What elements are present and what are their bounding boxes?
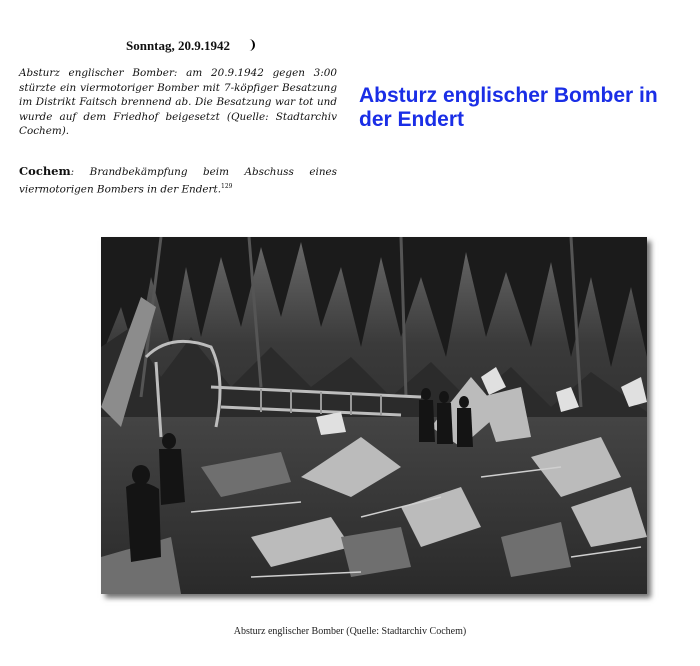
footnote-marker: 129 bbox=[221, 182, 233, 190]
chronicle-entry bbox=[19, 66, 337, 139]
date-heading-text: Sonntag, 20.9.1942 bbox=[125, 38, 231, 53]
headline: Absturz englischer Bomber in der Endert bbox=[359, 84, 658, 131]
entry-text: : Brandbekämpfung beim Abschuss eines viermotorigen Bombers in der Endert. bbox=[19, 166, 337, 195]
date-heading bbox=[20, 38, 336, 54]
chronicle-entry-cochem bbox=[19, 164, 337, 196]
chronicle-entry-text: Absturz englischer Bomber: am 20.9.1942 gegen 3:00 stürzte ein viermotoriger Bomber mit 7-köpfiger Besatzung im Distrikt Faitsch brennend ab. Die Besatzung war tot und wurde auf dem Friedhof beigesetzt (Quelle: Stadtarchiv Cochem). bbox=[19, 67, 337, 137]
bomber-wreck-photo bbox=[101, 237, 647, 594]
waning-moon-icon bbox=[246, 37, 258, 51]
photo-caption: Absturz englischer Bomber (Quelle: Stadtarchiv Cochem) bbox=[233, 626, 467, 637]
place-name: Cochem bbox=[19, 164, 71, 178]
